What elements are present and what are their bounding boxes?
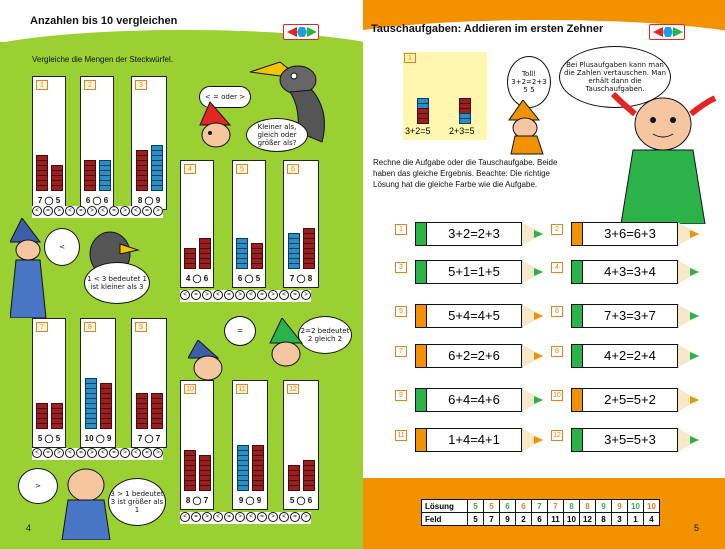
- girl-speech-bubble: Bei Plusaufgaben kann man die Zahlen vertauschen. Man erhält dann die Tauschaufgaben.: [559, 46, 671, 108]
- pencil[interactable]: [571, 222, 701, 246]
- less-symbol-bubble: [44, 228, 80, 266]
- compare-text[interactable]: 8 ◯ 9: [137, 196, 161, 205]
- option-greater[interactable]: >: [202, 290, 212, 300]
- solution-cell: 6: [500, 500, 516, 513]
- cube-stack-left: [84, 161, 96, 191]
- gnome-blue-hat: [188, 340, 238, 385]
- solution-table: [421, 499, 660, 526]
- option-equal[interactable]: =: [224, 512, 234, 522]
- gnome-red-hat: [190, 100, 250, 160]
- card-10: [180, 380, 214, 510]
- option-less[interactable]: <: [213, 290, 223, 300]
- arrow-left-icon[interactable]: [287, 27, 297, 37]
- solution-cell: 10: [628, 500, 644, 513]
- task-equation: 2+5=5+2: [582, 388, 678, 412]
- arrow-right-icon[interactable]: [307, 27, 317, 37]
- solution-cell: 7: [532, 500, 548, 513]
- field-cell[interactable]: 1: [628, 513, 644, 526]
- pencil[interactable]: [415, 428, 545, 452]
- example-stack-left: [417, 99, 429, 124]
- option-equal[interactable]: =: [109, 206, 119, 216]
- field-cell[interactable]: 4: [644, 513, 660, 526]
- task-equation: 6+4=4+6: [426, 388, 522, 412]
- option-equal[interactable]: =: [257, 512, 267, 522]
- field-row: [422, 513, 660, 526]
- answer-options-row4[interactable]: [180, 512, 311, 524]
- page-title-right: Tauschaufgaben: Addieren im ersten Zehner: [371, 23, 604, 35]
- solution-label: Lösung: [422, 500, 468, 513]
- exercise-number: 4: [184, 164, 196, 174]
- page-number-right: 5: [693, 523, 699, 533]
- exercise-number: 9: [135, 322, 147, 332]
- field-cell[interactable]: 5: [468, 513, 484, 526]
- task-number: 12: [551, 430, 563, 441]
- option-equal[interactable]: =: [142, 448, 152, 458]
- solution-cell: 9: [612, 500, 628, 513]
- crow-speech-bubble: Kleiner als, gleich oder größer als?: [246, 118, 308, 152]
- option-greater[interactable]: >: [301, 512, 311, 522]
- task-equation: 4+2=2+4: [582, 344, 678, 368]
- option-equal[interactable]: =: [142, 206, 152, 216]
- option-greater[interactable]: >: [87, 206, 97, 216]
- field-cell[interactable]: 9: [500, 513, 516, 526]
- option-equal[interactable]: =: [224, 290, 234, 300]
- page-title-left: Anzahlen bis 10 vergleichen: [30, 15, 178, 27]
- task-number: 1: [395, 224, 407, 235]
- page-number-left: 4: [26, 523, 32, 533]
- option-equal[interactable]: =: [76, 448, 86, 458]
- task-number: 8: [551, 346, 563, 357]
- option-equal[interactable]: =: [191, 290, 201, 300]
- equal-sign: =: [212, 92, 219, 101]
- option-less[interactable]: <: [131, 448, 141, 458]
- gnome-bald-illustration: [56, 460, 116, 540]
- exercise-number: 11: [236, 384, 248, 394]
- right-page: [363, 0, 725, 549]
- instructions-text: Rechne die Aufgabe oder die Tauschaufgabe. Beide haben das gleiche Ergebnis. Beachte: Die richtige Lösung hat die gleiche Farbe wie die Aufgabe.: [373, 158, 558, 189]
- elf-illustration: [503, 100, 553, 155]
- card-11: [232, 380, 268, 510]
- task-number: 5: [395, 306, 407, 317]
- greater-sign: >: [35, 481, 41, 490]
- solution-cell: 8: [564, 500, 580, 513]
- exercise-number: 12: [287, 384, 299, 394]
- subtitle-left: Vergleiche die Mengen der Steckwürfel.: [32, 55, 173, 64]
- solution-cell: 6: [516, 500, 532, 513]
- task-number: 7: [395, 346, 407, 357]
- pencil[interactable]: [415, 304, 545, 328]
- greater-symbol-bubble: [18, 468, 58, 504]
- option-greater[interactable]: >: [202, 512, 212, 522]
- exercise-number: 8: [84, 322, 96, 332]
- girl-illustration: [593, 84, 723, 224]
- card-12: [283, 380, 319, 510]
- field-cell[interactable]: 3: [612, 513, 628, 526]
- exercise-number: 3: [135, 80, 147, 90]
- option-less[interactable]: <: [246, 290, 256, 300]
- option-greater[interactable]: >: [120, 448, 130, 458]
- task-equation: 3+5=5+3: [582, 428, 678, 452]
- compare-text[interactable]: 6 ◯ 6: [85, 196, 109, 205]
- task-equation: 3+6=6+3: [582, 222, 678, 246]
- option-equal[interactable]: =: [76, 206, 86, 216]
- pencil[interactable]: [415, 260, 545, 284]
- cube-stack-left: [136, 151, 148, 191]
- option-greater[interactable]: >: [268, 290, 278, 300]
- option-greater[interactable]: >: [153, 206, 163, 216]
- field-cell[interactable]: 6: [532, 513, 548, 526]
- compare-text[interactable]: 6 ◯ 5: [237, 274, 261, 283]
- option-greater[interactable]: >: [54, 206, 64, 216]
- card-8: [80, 318, 116, 448]
- equal-explain-bubble: 2=2 bedeutet 2 gleich 2: [298, 316, 352, 354]
- compare-text[interactable]: 7 ◯ 8: [289, 274, 313, 283]
- solution-cell: 8: [580, 500, 596, 513]
- compare-text[interactable]: 5 ◯ 6: [289, 496, 313, 505]
- equal-sign: =: [237, 326, 243, 335]
- pencil[interactable]: [571, 344, 701, 368]
- compare-text[interactable]: 8 ◯ 7: [185, 496, 209, 505]
- exercise-number: 10: [184, 384, 196, 394]
- option-less[interactable]: <: [180, 290, 190, 300]
- card-3: [131, 76, 167, 210]
- less-sign: <: [204, 92, 211, 101]
- card-9: [131, 318, 167, 448]
- card-5: [232, 160, 266, 288]
- option-equal[interactable]: =: [109, 448, 119, 458]
- cube-stack-right: [51, 166, 63, 191]
- field-cell[interactable]: 12: [580, 513, 596, 526]
- pencil[interactable]: [415, 388, 545, 412]
- card-4: [180, 160, 214, 288]
- arrow-left-icon[interactable]: [653, 27, 663, 37]
- option-greater[interactable]: >: [54, 448, 64, 458]
- option-less[interactable]: <: [279, 290, 289, 300]
- card-7: [32, 318, 66, 448]
- exercise-number: 7: [36, 322, 48, 332]
- pencil[interactable]: [415, 344, 545, 368]
- example-stack-right: [459, 99, 471, 124]
- exercise-number: 6: [287, 164, 299, 174]
- option-equal[interactable]: =: [257, 290, 267, 300]
- option-equal[interactable]: =: [290, 512, 300, 522]
- solution-cell: 9: [596, 500, 612, 513]
- compare-text[interactable]: 5 ◯ 5: [37, 434, 61, 443]
- option-less[interactable]: <: [180, 512, 190, 522]
- nav-icons-right[interactable]: [653, 27, 683, 37]
- card-1: [32, 76, 66, 210]
- card-2: [80, 76, 114, 210]
- exercise-number: 1: [36, 80, 48, 90]
- task-equation: 1+4=4+1: [426, 428, 522, 452]
- gnome-green-hat: [262, 318, 312, 378]
- pencil[interactable]: [571, 260, 701, 284]
- field-label: Feld: [422, 513, 468, 526]
- less-sign: <: [59, 242, 65, 251]
- elf-speech-bubble: Toll! 3+2=2+3 5 5: [507, 56, 551, 108]
- task-number: 2: [551, 224, 563, 235]
- solution-row: [422, 500, 660, 513]
- option-less[interactable]: <: [131, 206, 141, 216]
- or-text: oder: [221, 92, 238, 101]
- answer-options-row2[interactable]: [180, 290, 311, 302]
- option-greater[interactable]: >: [301, 290, 311, 300]
- option-greater[interactable]: >: [153, 448, 163, 458]
- option-less[interactable]: <: [279, 512, 289, 522]
- example-box: [403, 52, 487, 140]
- option-less[interactable]: <: [98, 206, 108, 216]
- exercise-number: 5: [236, 164, 248, 174]
- solution-cell: 5: [468, 500, 484, 513]
- option-greater[interactable]: >: [268, 512, 278, 522]
- field-cell[interactable]: 8: [596, 513, 612, 526]
- option-greater[interactable]: >: [235, 512, 245, 522]
- option-less[interactable]: <: [98, 448, 108, 458]
- answer-options-row3[interactable]: [32, 448, 163, 460]
- task-number: 3: [395, 262, 407, 273]
- option-less[interactable]: <: [246, 512, 256, 522]
- option-less[interactable]: <: [32, 206, 42, 216]
- pencil[interactable]: [415, 222, 545, 246]
- pencil[interactable]: [571, 304, 701, 328]
- compare-text[interactable]: 4 ◯ 6: [185, 274, 209, 283]
- option-less[interactable]: <: [32, 448, 42, 458]
- option-equal[interactable]: =: [290, 290, 300, 300]
- option-less[interactable]: <: [65, 448, 75, 458]
- task-equation: 6+2=2+6: [426, 344, 522, 368]
- field-cell[interactable]: 11: [548, 513, 564, 526]
- task-number: 9: [395, 390, 407, 401]
- example-equation-right: 2+3=5: [449, 126, 475, 136]
- greater-sign: >: [239, 92, 246, 101]
- hexagon-icon: [663, 27, 673, 37]
- greater-explain-bubble: 3 > 1 bedeutet 3 ist größer als 1: [108, 478, 166, 526]
- cube-stack-left: [36, 156, 48, 191]
- answer-options-row1[interactable]: [32, 206, 163, 218]
- option-greater[interactable]: >: [235, 290, 245, 300]
- task-number: 6: [551, 306, 563, 317]
- option-less[interactable]: <: [213, 512, 223, 522]
- compare-text[interactable]: 7 ◯ 5: [37, 196, 61, 205]
- example-equation-left: 3+2=5: [405, 126, 431, 136]
- option-equal[interactable]: =: [43, 206, 53, 216]
- nav-icons-left[interactable]: [287, 27, 317, 37]
- option-greater[interactable]: >: [87, 448, 97, 458]
- option-less[interactable]: <: [65, 206, 75, 216]
- cube-stack-right: [99, 161, 111, 191]
- solution-cell: 7: [548, 500, 564, 513]
- example-number: 1: [404, 53, 416, 63]
- pencil[interactable]: [571, 428, 701, 452]
- compare-text[interactable]: 9 ◯ 9: [238, 496, 262, 505]
- task-equation: 5+4=4+5: [426, 304, 522, 328]
- task-equation: 5+1=1+5: [426, 260, 522, 284]
- field-cell[interactable]: 10: [564, 513, 580, 526]
- arrow-right-icon[interactable]: [673, 27, 683, 37]
- field-cell[interactable]: 2: [516, 513, 532, 526]
- card-6: [283, 160, 319, 288]
- pencil[interactable]: [571, 388, 701, 412]
- cube-stack-right: [151, 146, 163, 191]
- task-equation: 7+3=3+7: [582, 304, 678, 328]
- compare-text[interactable]: 10 ◯ 9: [84, 434, 112, 443]
- option-greater[interactable]: >: [120, 206, 130, 216]
- field-cell[interactable]: 7: [484, 513, 500, 526]
- compare-text[interactable]: 7 ◯ 7: [137, 434, 161, 443]
- task-number: 11: [395, 430, 407, 441]
- task-equation: 3+2=2+3: [426, 222, 522, 246]
- solution-cell: 5: [484, 500, 500, 513]
- exercise-number: 2: [84, 80, 96, 90]
- option-equal[interactable]: =: [43, 448, 53, 458]
- hexagon-icon: [297, 27, 307, 37]
- less-explain-bubble: 1 < 3 bedeutet 1 ist kleiner als 3: [84, 262, 150, 304]
- solution-cell: 10: [644, 500, 660, 513]
- option-equal[interactable]: =: [191, 512, 201, 522]
- task-number: 10: [551, 390, 563, 401]
- task-number: 4: [551, 262, 563, 273]
- task-equation: 4+3=3+4: [582, 260, 678, 284]
